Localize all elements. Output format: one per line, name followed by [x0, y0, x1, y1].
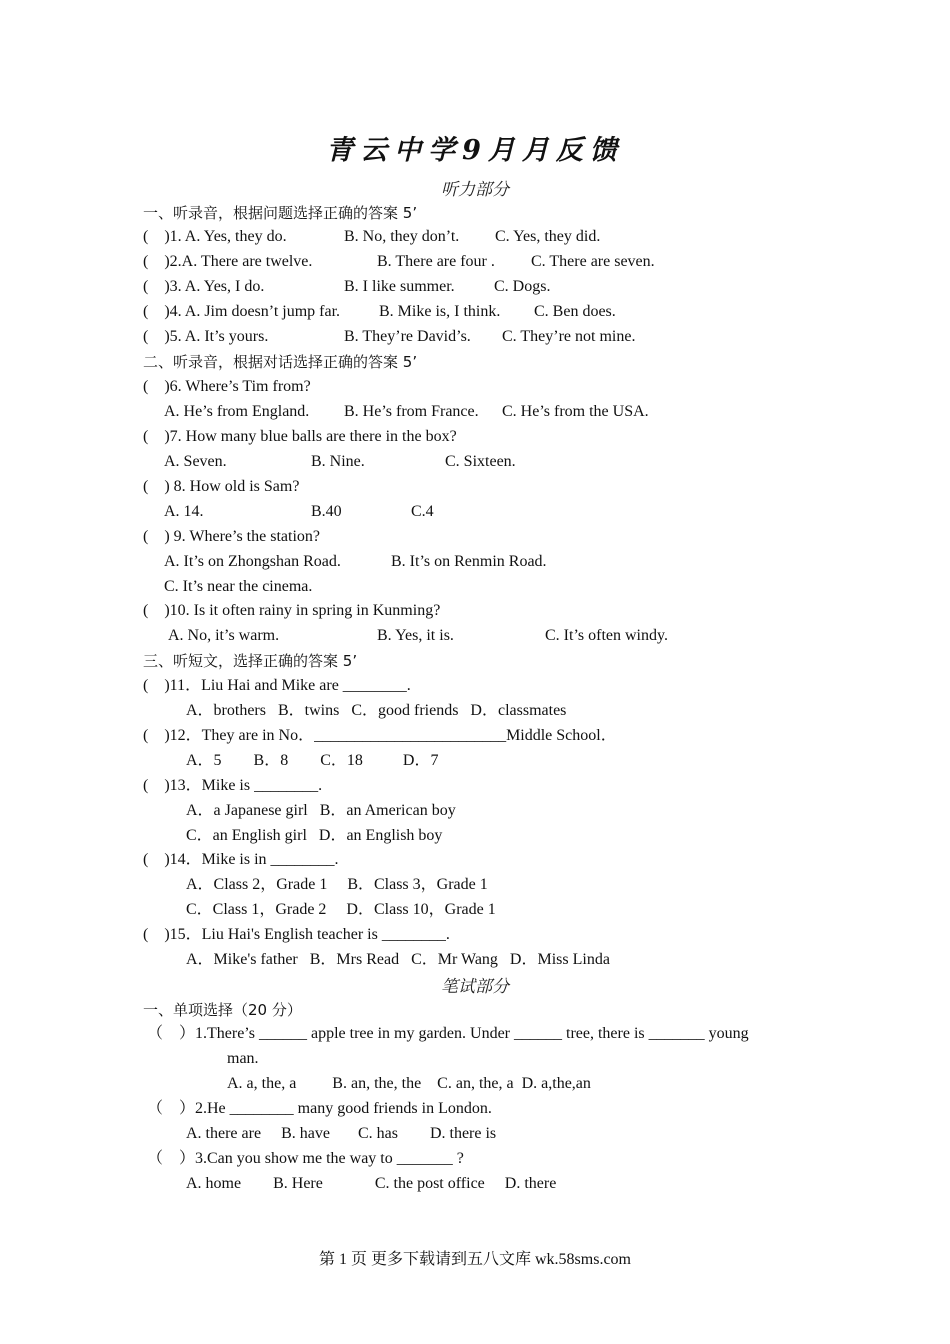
- question-4: ( )4. A. Jim doesn’t jump far.: [143, 303, 341, 320]
- written-section-title: 笔试部分: [441, 977, 509, 997]
- question-1-option-b: B. No, they don’t.: [344, 228, 460, 245]
- question-6-option-a: A. He’s from England.: [164, 403, 310, 420]
- question-9: ( ) 9. Where’s the station?: [143, 528, 320, 545]
- question-13-options-1: A．a Japanese girl B．an American boy: [186, 802, 456, 819]
- question-4-option-b: B. Mike is, I think.: [379, 303, 501, 320]
- written-question-2: （ ）2.He ________ many good friends in London.: [147, 1100, 492, 1117]
- written-question-3: （ ）3.Can you show me the way to _______ ?: [147, 1150, 464, 1167]
- question-15: ( )15．Liu Hai's English teacher is ________.: [143, 926, 450, 943]
- written-question-2-options: A. there are B. have C. has D. there is: [186, 1125, 497, 1142]
- part1-heading: 一、听录音，根据问题选择正确的答案 5’: [143, 204, 418, 222]
- question-11-options: A．brothers B．twins C．good friends D．classmates: [186, 702, 567, 719]
- question-10-option-c: C. It’s often windy.: [545, 627, 668, 644]
- question-13-options-2: C．an English girl D．an English boy: [186, 827, 443, 844]
- question-5-option-b: B. They’re David’s.: [344, 328, 471, 345]
- question-10-option-b: B. Yes, it is.: [377, 627, 454, 644]
- question-13: ( )13．Mike is ________.: [143, 777, 323, 794]
- question-1: ( )1. A. Yes, they do.: [143, 228, 287, 245]
- question-8-option-b: B.40: [311, 503, 342, 520]
- question-3: ( )3. A. Yes, I do.: [143, 278, 265, 295]
- question-1-option-c: C. Yes, they did.: [495, 228, 601, 245]
- question-6: ( )6. Where’s Tim from?: [143, 378, 311, 395]
- question-7-option-b: B. Nine.: [311, 453, 365, 470]
- question-15-options: A．Mike's father B．Mrs Read C．Mr Wang D．Miss Linda: [186, 951, 610, 968]
- question-5-option-c: C. They’re not mine.: [502, 328, 636, 345]
- question-12-options: A．5 B．8 C．18 D．7: [186, 752, 439, 769]
- written-question-1-continued: man.: [227, 1050, 259, 1067]
- part2-heading: 二、听录音，根据对话选择正确的答案 5’: [143, 353, 418, 371]
- question-9-option-c: C. It’s near the cinema.: [164, 578, 313, 595]
- question-10: ( )10. Is it often rainy in spring in Kunming?: [143, 602, 441, 619]
- question-8-option-a: A. 14.: [164, 503, 204, 520]
- question-10-option-a: A. No, it’s warm.: [168, 627, 280, 644]
- question-2-option-c: C. There are seven.: [531, 253, 655, 270]
- question-8: ( ) 8. How old is Sam?: [143, 478, 300, 495]
- question-12: ( )12．They are in No．________________________Middle School．: [143, 727, 617, 744]
- question-9-option-b: B. It’s on Renmin Road.: [391, 553, 547, 570]
- question-6-option-c: C. He’s from the USA.: [502, 403, 649, 420]
- page-footer: 第 1 页 更多下载请到五八文库 wk.58sms.com: [318, 1251, 631, 1268]
- question-5: ( )5. A. It’s yours.: [143, 328, 269, 345]
- question-6-option-b: B. He’s from France.: [344, 403, 479, 420]
- question-3-option-b: B. I like summer.: [344, 278, 455, 295]
- listening-section-title: 听力部分: [441, 180, 509, 200]
- part3-heading: 三、听短文，选择正确的答案 5’: [143, 652, 358, 670]
- question-3-option-c: C. Dogs.: [494, 278, 551, 295]
- question-9-option-a: A. It’s on Zhongshan Road.: [164, 553, 341, 570]
- page-title: 青云中学9月月反馈: [326, 135, 624, 166]
- question-4-option-c: C. Ben does.: [534, 303, 616, 320]
- written-question-1: （ ）1.There’s ______ apple tree in my garden. Under ______ tree, there is _______ young: [147, 1025, 749, 1042]
- question-14-options-1: A．Class 2，Grade 1 B．Class 3，Grade 1: [186, 876, 488, 893]
- question-8-option-c: C.4: [411, 503, 434, 520]
- question-7-option-c: C. Sixteen.: [445, 453, 516, 470]
- question-14-options-2: C．Class 1，Grade 2 D．Class 10，Grade 1: [186, 901, 496, 918]
- written-question-1-options: A. a, the, a B. an, the, the C. an, the, a D. a,the,an: [227, 1075, 591, 1092]
- question-14: ( )14．Mike is in ________.: [143, 851, 339, 868]
- written-heading: 一、单项选择（20 分）: [143, 1001, 302, 1019]
- question-11: ( )11．Liu Hai and Mike are ________.: [143, 677, 411, 694]
- written-question-3-options: A. home B. Here C. the post office D. there: [186, 1175, 557, 1192]
- question-7: ( )7. How many blue balls are there in the box?: [143, 428, 457, 445]
- question-7-option-a: A. Seven.: [164, 453, 227, 470]
- question-2-option-b: B. There are four .: [377, 253, 495, 270]
- question-2: ( )2.A. There are twelve.: [143, 253, 313, 270]
